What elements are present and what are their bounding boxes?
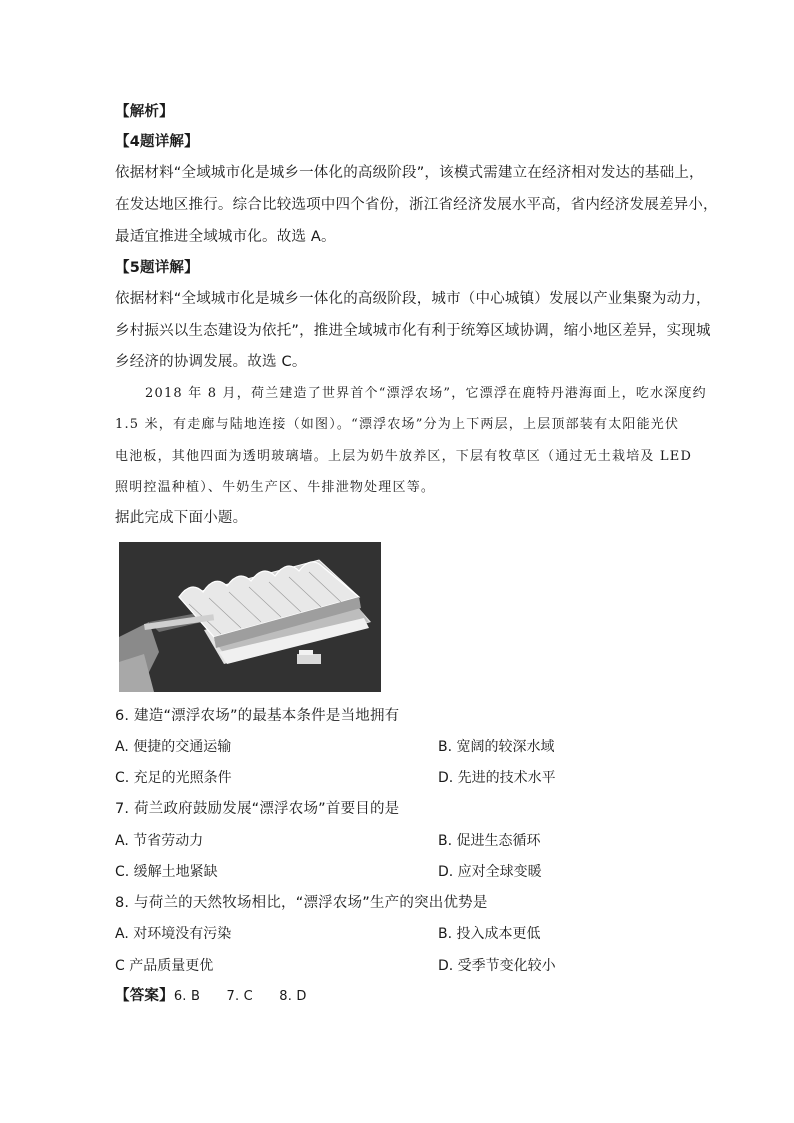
material-prompt: 据此完成下面小题。: [115, 510, 248, 526]
answer-label: 【答案】: [115, 988, 174, 1004]
floating-farm-photo: [119, 542, 381, 692]
question-8-option-a: A. 对环境没有污染: [115, 926, 232, 942]
question-8-stem: 8. 与荷兰的天然牧场相比，“漂浮农场”生产的突出优势是: [115, 895, 488, 911]
question-6-option-a: A. 便捷的交通运输: [115, 739, 232, 755]
material-line: 1.5 米，有走廊与陆地连接（如图）。“漂浮农场”分为上下两层，上层顶部装有太阳能光伏: [115, 417, 680, 432]
question-6-option-c: C. 充足的光照条件: [115, 770, 232, 786]
question-7-option-b: B. 促进生态循环: [438, 833, 541, 849]
material-line: 电池板，其他四面为透明玻璃墙。上层为奶牛放养区，下层有牧草区（通过无土栽培及 LED: [115, 449, 693, 464]
question-6-option-d: D. 先进的技术水平: [438, 770, 556, 786]
answer-values: 6. B 7. C 8. D: [173, 989, 307, 1004]
q4-text-line: 最适宜推进全域城市化。故选 A。: [115, 229, 336, 245]
q5-text-line: 乡经济的协调发展。故选 C。: [115, 354, 307, 370]
question-6-option-b: B. 宽阔的较深水域: [438, 739, 555, 755]
question-7-stem: 7. 荷兰政府鼓励发展“漂浮农场”首要目的是: [115, 801, 400, 817]
q4-text-line: 依据材料“全域城市化是城乡一体化的高级阶段”，该模式需建立在经济相对发达的基础上，: [115, 165, 704, 181]
q5-text-line: 依据材料“全域城市化是城乡一体化的高级阶段，城市（中心城镇）发展以产业集聚为动力，: [115, 291, 711, 307]
analysis-label: 【解析】: [115, 104, 174, 120]
question-8-option-b: B. 投入成本更低: [438, 926, 541, 942]
question-7-option-a: A. 节省劳动力: [115, 833, 204, 849]
question-6-stem: 6. 建造“漂浮农场”的最基本条件是当地拥有: [115, 708, 400, 724]
material-line: 2018 年 8 月，荷兰建造了世界首个“漂浮农场”，它漂浮在鹿特丹港海面上，吃水深度约: [145, 386, 707, 401]
question-8-option-c: C 产品质量更优: [115, 958, 214, 974]
q4-heading: 【4题详解】: [115, 134, 199, 150]
question-8-option-d: D. 受季节变化较小: [438, 958, 556, 974]
answer-row: [115, 986, 307, 1007]
q5-heading: 【5题详解】: [115, 260, 199, 276]
q4-text-line: 在发达地区推行。综合比较选项中四个省份，浙江省经济发展水平高，省内经济发展差异小，: [115, 197, 718, 213]
q5-text-line: 乡村振兴以生态建设为依托”，推进全域城市化有利于统筹区域协调，缩小地区差异，实现城: [115, 323, 711, 339]
question-7-option-d: D. 应对全球变暖: [438, 864, 542, 880]
question-7-option-c: C. 缓解土地紧缺: [115, 864, 218, 880]
material-line: 照明控温种植）、牛奶生产区、牛排泄物处理区等。: [115, 480, 436, 495]
